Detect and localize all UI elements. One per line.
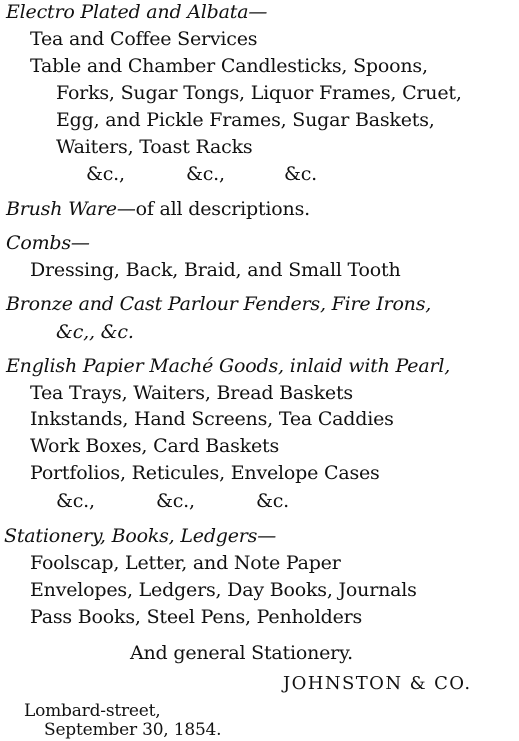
list-item: Tea and Coffee Services — [30, 28, 258, 50]
heading-stationery: Stationery, Books, Ledgers— — [4, 525, 277, 547]
signature: JOHNSTON & CO. — [283, 673, 472, 694]
list-item: Egg, and Pickle Frames, Sugar Baskets, — [56, 109, 435, 131]
heading-combs: Combs— — [6, 232, 90, 254]
etc-mark: &c., — [86, 163, 125, 185]
brush-ware-text: —of all descriptions. — [116, 198, 310, 220]
list-item: Table and Chamber Candlesticks, Spoons, — [30, 55, 428, 77]
etc-mark: &c., — [186, 163, 225, 185]
list-item: Work Boxes, Card Baskets — [30, 435, 280, 457]
list-item: Dressing, Back, Braid, and Small Tooth — [30, 259, 401, 281]
etc-mark: &c,, &c. — [56, 321, 134, 343]
etc-mark: &c. — [284, 163, 317, 185]
list-item: Tea Trays, Waiters, Bread Baskets — [30, 382, 353, 404]
address: Lombard-street, — [24, 701, 161, 721]
list-item: Portfolios, Reticules, Envelope Cases — [30, 462, 380, 484]
heading-bronze-fenders: Bronze and Cast Parlour Fenders, Fire Irons, — [6, 293, 432, 315]
list-item: Waiters, Toast Racks — [56, 136, 253, 158]
etc-mark: &c. — [256, 490, 289, 512]
heading-papier-mache: English Papier Maché Goods, inlaid with Pearl, — [6, 355, 451, 377]
list-item: Pass Books, Steel Pens, Penholders — [30, 606, 363, 628]
list-item: Envelopes, Ledgers, Day Books, Journals — [30, 579, 417, 601]
brush-ware-line — [6, 198, 310, 220]
list-item: Inkstands, Hand Screens, Tea Caddies — [30, 408, 394, 430]
closing-line: And general Stationery. — [130, 642, 353, 664]
heading-electro-plated: Electro Plated and Albata— — [6, 1, 268, 23]
date: September 30, 1854. — [44, 720, 222, 740]
heading-brush-ware: Brush Ware — [6, 198, 117, 220]
etc-mark: &c., — [156, 490, 195, 512]
list-item: Forks, Sugar Tongs, Liquor Frames, Cruet, — [56, 82, 462, 104]
list-item: Foolscap, Letter, and Note Paper — [30, 552, 341, 574]
etc-mark: &c., — [56, 490, 95, 512]
